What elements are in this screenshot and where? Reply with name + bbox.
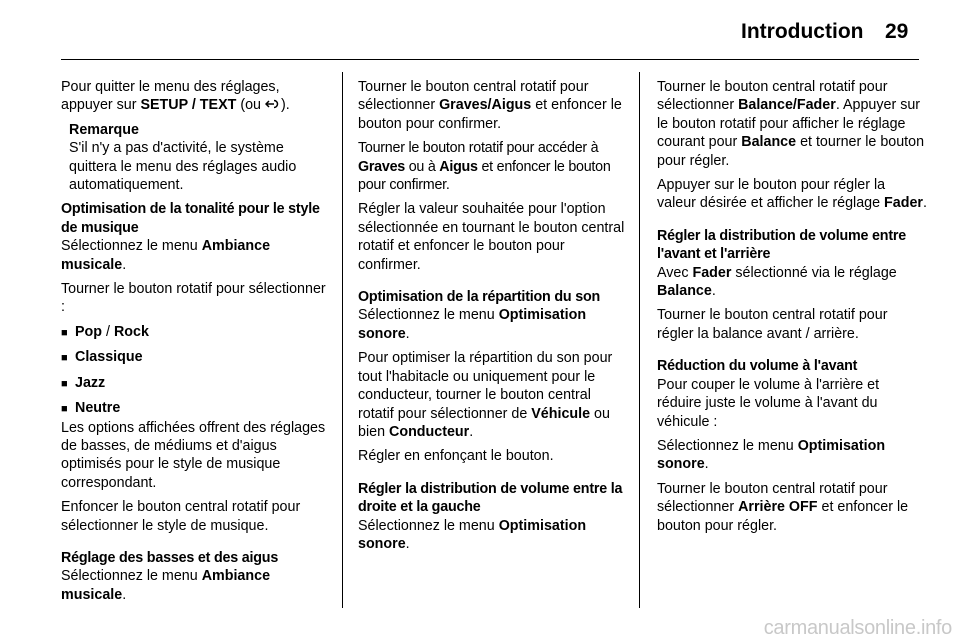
column-1 — [61, 78, 327, 610]
paragraph: Tourner le bouton rotatif pour accéder à Graves ou à Aigus et enfoncer le bouton pour confirmer. — [358, 140, 611, 194]
square-bullet-icon: ■ — [61, 377, 68, 390]
paragraph: Tourner le bouton central rotatif pour sélectionner Balance/Fader. Appuyer sur le bouton rotatif pour afficher le réglage courant pour Balance et tourner le bouton pour régler. — [657, 79, 925, 169]
watermark: carmanualsonline.info — [763, 617, 952, 639]
style-list — [61, 323, 327, 419]
header-divider — [61, 59, 919, 60]
paragraph: Pour optimiser la répartition du son pour tout l'habitacle ou uniquement pour le conducteur, tourner le bouton central rotatif pour sélectionner de Véhicule ou bien Conducteur. — [358, 350, 613, 440]
paragraph: Régler la valeur souhaitée pour l'option sélectionnée en tournant le bouton central rotatif et enfoncer le bouton pour confirmer. — [358, 201, 625, 273]
paragraph: Pour quitter le menu des réglages, appuyer sur SETUP / TEXT (ou ). — [61, 79, 290, 114]
section-title: Introduction — [741, 20, 864, 43]
square-bullet-icon: ■ — [61, 326, 68, 339]
paragraph: Régler en enfonçant le bouton. — [358, 448, 554, 465]
paragraph: Sélectionnez le menu Ambiance musicale. — [61, 238, 271, 273]
paragraph: Pour couper le volume à l'arrière et réduire juste le volume à l'avant du véhicule : — [657, 376, 880, 430]
list-item: ■ Neutre — [61, 399, 327, 418]
page-number: 29 — [885, 20, 909, 43]
column-3 — [657, 78, 927, 541]
column-divider-2 — [639, 72, 640, 608]
note-text: S'il n'y a pas d'activité, le système quittera le menu des réglages audio automatiquement. — [69, 140, 297, 194]
section-heading: Optimisation de la tonalité pour le style de musique — [61, 201, 320, 236]
section-heading: Régler la distribution de volume entre l'avant et l'arrière — [657, 227, 906, 263]
paragraph: Appuyer sur le bouton pour régler la valeur désirée et afficher le réglage Fader. — [657, 177, 927, 212]
key-label: SETUP / TEXT — [140, 97, 237, 114]
paragraph: Tourner le bouton central rotatif pour sélectionner Graves/Aigus et enfoncer le bouton pour confirmer. — [358, 79, 622, 132]
paragraph: Tourner le bouton rotatif pour sélectionner : — [61, 281, 326, 316]
paragraph: Avec Fader sélectionné via le réglage Balance. — [657, 264, 897, 300]
list-item: ■ Jazz — [61, 374, 327, 393]
paragraph: Sélectionnez le menu Ambiance musicale. — [61, 568, 271, 603]
list-item: ■ Pop / Rock — [61, 323, 327, 342]
section-heading: Réglage des basses et des aigus — [61, 549, 279, 566]
column-2 — [358, 78, 626, 559]
note-title: Remarque — [69, 121, 139, 138]
paragraph: Sélectionnez le menu Optimisation sonore. — [358, 307, 587, 342]
paragraph: Sélectionnez le menu Optimisation sonore. — [358, 517, 587, 552]
list-item: ■ Classique — [61, 348, 327, 367]
section-heading: Régler la distribution de volume entre la droite et la gauche — [358, 480, 623, 516]
back-arrow-icon — [265, 96, 281, 114]
paragraph: Tourner le bouton central rotatif pour régler la balance avant / arrière. — [657, 307, 888, 342]
page-footer — [0, 616, 960, 642]
section-heading: Optimisation de la répartition du son — [358, 289, 601, 306]
paragraph: Tourner le bouton central rotatif pour sélectionner Arrière OFF et enfoncer le bouton pour régler. — [657, 480, 909, 534]
section-heading: Réduction du volume à l'avant — [657, 358, 858, 375]
square-bullet-icon: ■ — [61, 403, 68, 416]
page-header — [0, 0, 960, 60]
paragraph: Les options affichées offrent des réglages de basses, de médiums et d'aigus optimisés pour le style de musique correspondant. — [61, 419, 326, 491]
square-bullet-icon: ■ — [61, 352, 68, 365]
column-divider-1 — [342, 72, 343, 608]
paragraph: Enfoncer le bouton central rotatif pour sélectionner le style de musique. — [61, 499, 301, 534]
note-box — [61, 121, 327, 195]
paragraph: Sélectionnez le menu Optimisation sonore. — [657, 437, 886, 473]
